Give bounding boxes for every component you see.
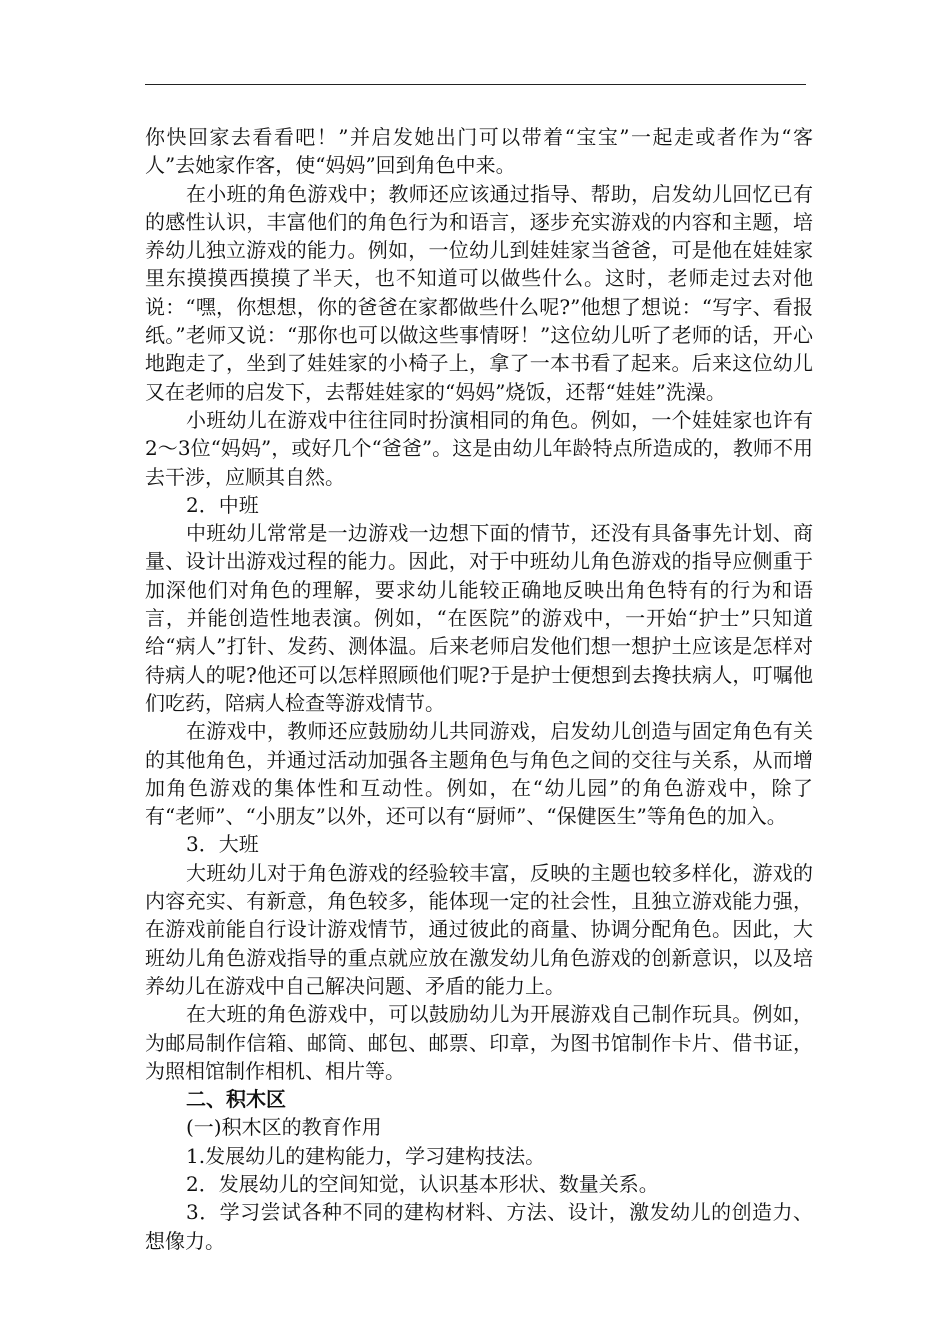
paragraph: 小班幼儿在游戏中往往同时扮演相同的角色。例如，一个娃娃家也许有2～3位“妈妈”，或好几个“爸爸”。这是由幼儿年龄特点所造成的，教师不用去干涉，应顺其自然。 <box>145 407 813 489</box>
header-rule <box>145 84 806 85</box>
paragraph: 在游戏中，教师还应鼓励幼儿共同游戏，启发幼儿创造与固定角色有关的其他角色，并通过活动加强各主题角色与角色之间的交往与关系，从而增加角色游戏的集体性和互动性。例如，在“幼儿园”的角色游戏中，除了有“老师”、“小朋友”以外，还可以有“厨师”、“保健医生”等角色的加入。 <box>145 719 813 829</box>
subsection-heading: (一)积木区的教育作用 <box>186 1115 382 1140</box>
paragraph: 在大班的角色游戏中，可以鼓励幼儿为开展游戏自己制作玩具。例如，为邮局制作信箱、邮筒、邮包、邮票、印章，为图书馆制作卡片、借书证，为照相馆制作相机、相片等。 <box>145 1002 813 1083</box>
list-item: 2．发展幼儿的空间知觉，认识基本形状、数量关系。 <box>186 1171 659 1196</box>
paragraph: 在小班的角色游戏中；教师还应该通过指导、帮助，启发幼儿回忆已有的感性认识，丰富他们的角色行为和语言，逐步充实游戏的内容和主题，培养幼儿独立游戏的能力。例如，一位幼儿到娃娃家当爸爸，可是他在娃娃家里东摸摸西摸摸了半天，也不知道可以做些什么。这时，老师走过去对他说：“嘿，你想想，你的爸爸在家都做些什么呢?”他想了想说：“写字、看报纸。”老师又说：“那你也可以做这些事情呀！”这位幼儿听了老师的话，开心地跑走了，坐到了娃娃家的小椅子上，拿了一本书看了起来。后来这位幼儿又在老师的启发下，去帮娃娃家的“妈妈”烧饭，还帮“娃娃”洗澡。 <box>145 181 813 404</box>
section-heading: 2．中班 <box>186 492 259 517</box>
chapter-heading: 二、积木区 <box>186 1087 286 1112</box>
paragraph: 你快回家去看看吧！”并启发她出门可以带着“宝宝”一起走或者作为“客人”去她家作客，使“妈妈”回到角色中来。 <box>145 125 813 178</box>
section-heading: 3．大班 <box>186 832 259 857</box>
list-item: 3．学习尝试各种不同的建构材料、方法、设计，激发幼儿的创造力、想像力。 <box>145 1200 813 1253</box>
list-item: 1.发展幼儿的建构能力，学习建构技法。 <box>186 1143 546 1168</box>
paragraph: 大班幼儿对于角色游戏的经验较丰富，反映的主题也较多样化，游戏的内容充实、有新意，角色较多，能体现一定的社会性，且独立游戏能力强，在游戏前能自行设计游戏情节，通过彼此的商量、协调分配角色。因此，大班幼儿角色游戏指导的重点就应放在激发幼儿角色游戏的创新意识，以及培养幼儿在游戏中自己解决问题、矛盾的能力上。 <box>145 860 813 998</box>
body-text <box>145 123 813 1255</box>
paragraph: 中班幼儿常常是一边游戏一边想下面的情节，还没有具备事先计划、商量、设计出游戏过程的能力。因此，对于中班幼儿角色游戏的指导应侧重于加深他们对角色的理解，要求幼儿能较正确地反映出角色特有的行为和语言，并能创造性地表演。例如，“在医院”的游戏中，一开始“护士”只知道给“病人”打针、发药、测体温。后来老师启发他们想一想护土应该是怎样对待病人的呢?他还可以怎样照顾他们呢?于是护士便想到去搀扶病人，叮嘱他们吃药，陪病人检查等游戏情节。 <box>145 521 813 715</box>
